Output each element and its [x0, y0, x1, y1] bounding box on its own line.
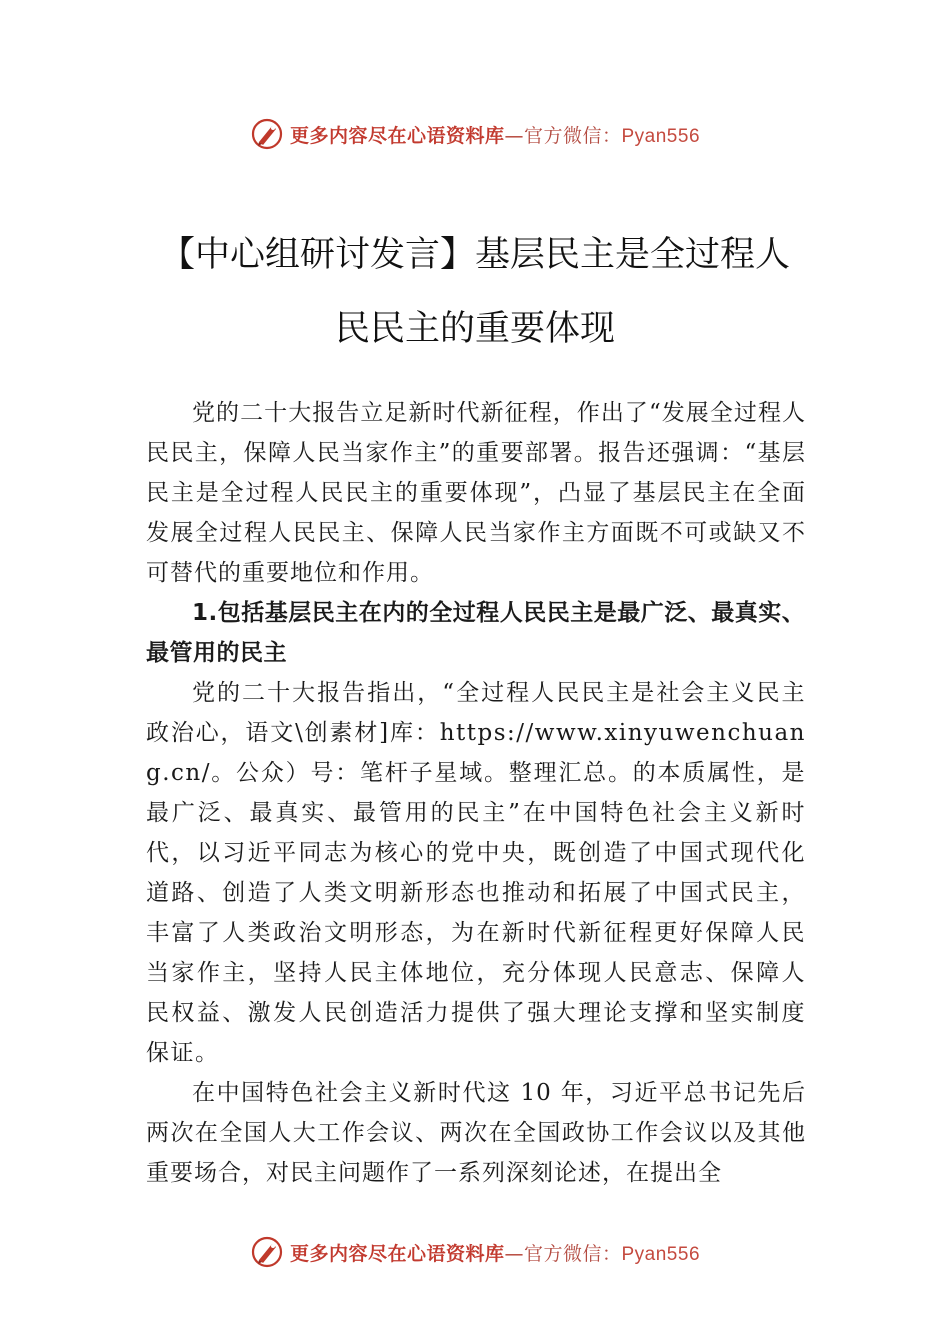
banner-wechat-label: 官方微信： — [523, 124, 622, 147]
banner-library-name: 更多内容尽在心语资料库 — [289, 124, 505, 147]
banner-wechat-id: Pyan556 — [621, 125, 701, 147]
pen-logo-icon — [250, 1235, 284, 1269]
section-heading-1: 1.包括基层民主在内的全过程人民民主是最广泛、最真实、最管用的民主 — [146, 600, 806, 666]
banner-text — [290, 1239, 700, 1266]
header-banner — [0, 114, 950, 154]
title-line-1: 【中心组研讨发言】基层民主是全过程人 — [159, 235, 790, 275]
paragraph-body-1: 党的二十大报告指出，“全过程人民民主是社会主义民主政治心，语文\创素材]库：https://www.xinyuwenchuang.cn/。公众）号：笔杆子星域。整理汇总。的本质属性，是最广泛、最真实、最管用的民主”在中国特色社会主义新时代，以习近平同志为核心的党中央，既创造了中国式现代化道路、创造了人类文明新形态也推动和拓展了中国式民主，丰富了人类政治文明形态，为在新时代新征程更好保障人民当家作主，坚持人民主体地位，充分体现人民意志、保障人民权益、激发人民创造活力提供了强大理论支撑和坚实制度保证。 — [146, 680, 806, 1066]
paragraph-intro: 党的二十大报告立足新时代新征程，作出了“发展全过程人民民主，保障人民当家作主”的重要部署。报告还强调：“基层民主是全过程人民民主的重要体现”，凸显了基层民主在全面发展全过程人民民主、保障人民当家作主方面既不可或缺又不可替代的重要地位和作用。 — [146, 400, 806, 586]
title-line-2: 民民主的重要体现 — [334, 309, 615, 349]
document-title — [145, 218, 805, 366]
pen-logo-icon — [250, 117, 284, 151]
banner-text — [290, 121, 700, 148]
banner-wechat-label: 官方微信： — [523, 1242, 622, 1265]
banner-library-name: 更多内容尽在心语资料库 — [289, 1242, 505, 1265]
banner-dash: — — [504, 124, 524, 147]
paragraph-body-2: 在中国特色社会主义新时代这 10 年，习近平总书记先后两次在全国人大工作会议、两次在全国政协工作会议以及其他重要场合，对民主问题作了一系列深刻论述，在提出全 — [146, 1080, 806, 1186]
document-body — [146, 393, 806, 1193]
footer-banner — [0, 1232, 950, 1272]
banner-wechat-id: Pyan556 — [621, 1243, 701, 1265]
banner-dash: — — [504, 1242, 524, 1265]
